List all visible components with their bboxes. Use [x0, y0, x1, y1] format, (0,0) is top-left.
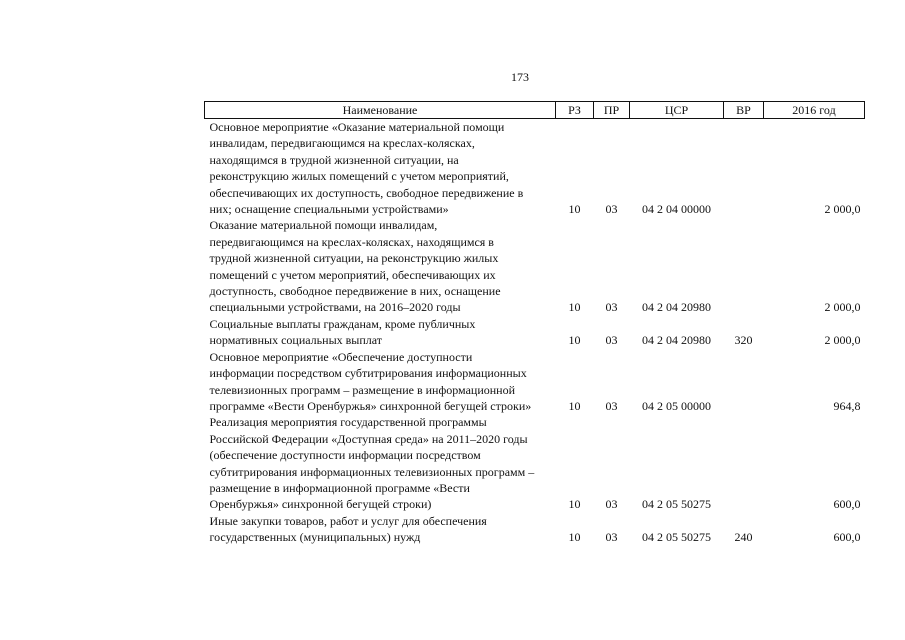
row-name — [205, 414, 556, 512]
row-name-line: государственных (муниципальных) нужд — [209, 530, 421, 545]
row-vr: 320 — [734, 333, 753, 348]
row-name-line: Основное мероприятие «Обеспечение доступности — [209, 349, 473, 364]
row-csr: 04 2 05 50275 — [642, 497, 711, 512]
row-name — [205, 513, 556, 546]
budget-table — [204, 101, 865, 546]
table-row — [205, 349, 865, 415]
table-row — [205, 316, 865, 349]
row-name-line: программе «Вести Оренбуржья» синхронной бегущей строки» — [209, 398, 532, 413]
row-name-line: специальными устройствами, на 2016–2020 годы — [209, 300, 461, 315]
row-name-line: Реализация мероприятия государственной программы — [209, 415, 487, 430]
row-name-line: помещений с учетом мероприятий, обеспечивающих их — [209, 267, 496, 282]
row-csr: 04 2 04 20980 — [642, 333, 711, 348]
row-sum: 2 000,0 — [824, 300, 861, 315]
row-csr: 04 2 04 20980 — [642, 300, 711, 315]
row-pr: 03 — [605, 202, 618, 217]
row-csr: 04 2 05 00000 — [642, 398, 711, 413]
row-name-line: (обеспечение доступности информации посредством — [209, 448, 481, 463]
row-rz: 10 — [568, 497, 581, 512]
row-name-line: телевизионных программ – размещение в информационной — [209, 382, 516, 397]
table-row — [205, 217, 865, 315]
row-name-line: доступность, свободное передвижение в них, оснащение — [209, 284, 501, 299]
table-header — [205, 102, 865, 119]
row-vr — [724, 119, 764, 218]
row-vr: 240 — [734, 530, 753, 545]
row-name-line: Оказание материальной помощи инвалидам, — [209, 218, 438, 233]
table-row — [205, 414, 865, 512]
row-name-line: Иные закупки товаров, работ и услуг для обеспечения — [209, 513, 487, 528]
row-vr — [724, 349, 764, 415]
row-pr: 03 — [605, 497, 618, 512]
row-csr: 04 2 04 00000 — [642, 202, 711, 217]
row-pr: 03 — [605, 530, 618, 545]
page-number: 173 — [511, 70, 529, 84]
row-sum: 2 000,0 — [824, 202, 861, 217]
table-row — [205, 513, 865, 546]
row-name-line: трудной жизненной ситуации, на реконструкцию жилых — [209, 251, 499, 266]
row-name — [205, 349, 556, 415]
header-csr: ЦСР — [630, 102, 724, 119]
row-csr: 04 2 05 50275 — [642, 530, 711, 545]
row-sum: 964,8 — [833, 398, 861, 413]
row-name-line: находящимся в трудной жизненной ситуации, на — [209, 152, 459, 167]
row-name-line: них; оснащение специальными устройствами» — [209, 202, 449, 217]
row-name-line: субтитрирования информационных телевизионных программ – — [209, 464, 535, 479]
header-vr: ВР — [724, 102, 764, 119]
row-name-line: размещение в информационной программе «Вести — [209, 480, 470, 495]
header-name: Наименование — [205, 102, 556, 119]
row-name — [205, 316, 556, 349]
row-name — [205, 119, 556, 218]
row-name-line: обеспечивающих их доступность, свободное передвижение в — [209, 185, 524, 200]
row-name-line: Российской Федерации «Доступная среда» на 2011–2020 годы — [209, 431, 528, 446]
row-pr: 03 — [605, 398, 618, 413]
row-rz: 10 — [568, 202, 581, 217]
row-name-line: инвалидам, передвигающимся на креслах-колясках, — [209, 136, 475, 151]
row-pr: 03 — [605, 300, 618, 315]
row-pr: 03 — [605, 333, 618, 348]
row-sum: 2 000,0 — [824, 333, 861, 348]
row-name-line: Основное мероприятие «Оказание материальной помощи — [209, 120, 505, 134]
row-name-line: нормативных социальных выплат — [209, 333, 383, 348]
table-row — [205, 119, 865, 218]
row-name — [205, 217, 556, 315]
header-sum: 2016 год — [764, 102, 865, 119]
row-name-line: передвигающимся на креслах-колясках, находящимся в — [209, 234, 494, 249]
row-name-line: Оренбуржья» синхронной бегущей строки) — [209, 497, 432, 512]
row-name-line: реконструкцию жилых помещений с учетом мероприятий, — [209, 169, 509, 184]
row-sum: 600,0 — [833, 530, 861, 545]
row-name-line: информации посредством субтитрирования информационных — [209, 366, 527, 381]
row-name-line: Социальные выплаты гражданам, кроме публичных — [209, 316, 476, 331]
row-vr — [724, 414, 764, 512]
row-rz: 10 — [568, 300, 581, 315]
row-rz: 10 — [568, 398, 581, 413]
row-rz: 10 — [568, 530, 581, 545]
row-vr — [724, 217, 764, 315]
table-body — [205, 119, 865, 546]
header-pr: ПР — [594, 102, 630, 119]
row-sum: 600,0 — [833, 497, 861, 512]
header-rz: РЗ — [556, 102, 594, 119]
row-rz: 10 — [568, 333, 581, 348]
